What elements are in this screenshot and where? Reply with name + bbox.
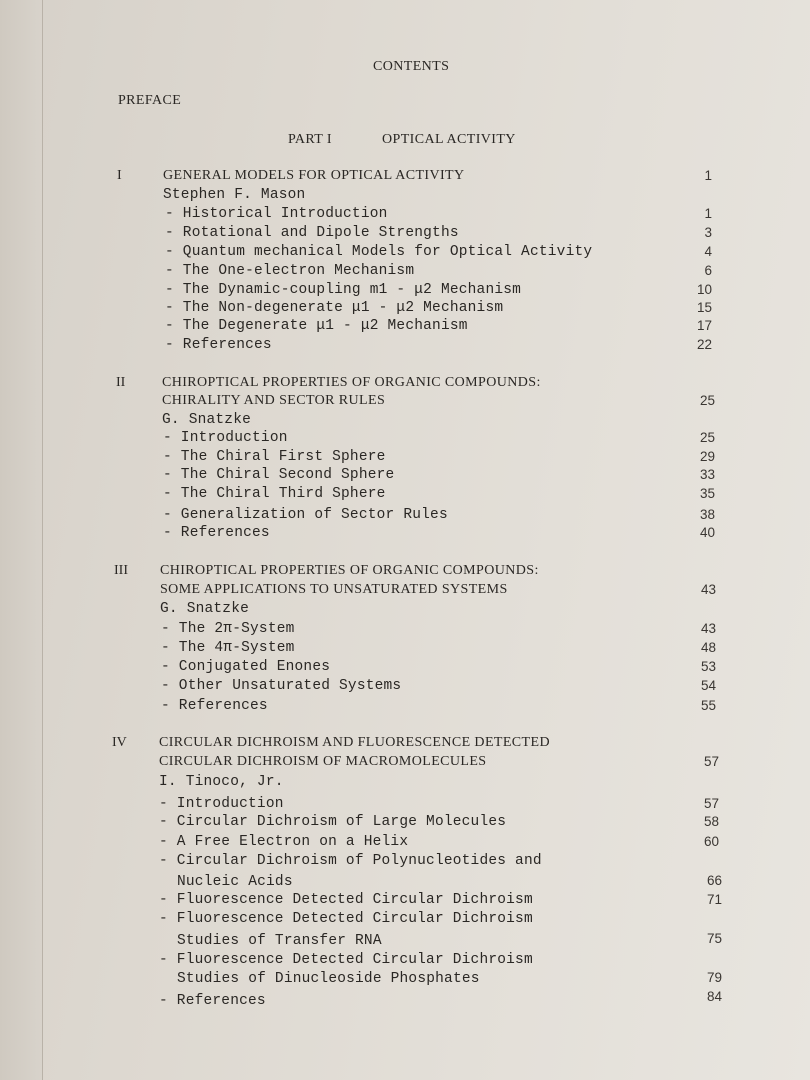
section-entry: - Generalization of Sector Rules [163, 507, 448, 523]
section-page: 10 [696, 282, 712, 297]
chapter-title: CIRCULAR DICHROISM AND FLUORESCENCE DETECTED [159, 735, 550, 750]
section-entry-continuation: Nucleic Acids [177, 874, 293, 890]
chapter-title: CIRCULAR DICHROISM OF MACROMOLECULES [159, 754, 487, 769]
section-entry: - Introduction [163, 430, 288, 446]
section-entry: - Historical Introduction [165, 206, 388, 222]
chapter-title: SOME APPLICATIONS TO UNSATURATED SYSTEMS [160, 582, 508, 597]
chapter-title: CHIROPTICAL PROPERTIES OF ORGANIC COMPOUNDS: [160, 563, 539, 578]
section-page: 75 [706, 931, 722, 946]
section-entry: - The One-electron Mechanism [165, 263, 415, 279]
section-entry: - Fluorescence Detected Circular Dichroism [159, 892, 533, 908]
chapter-page: 57 [703, 754, 719, 769]
chapter-numeral: I [117, 168, 122, 183]
section-page: 79 [706, 970, 722, 985]
section-entry: - Conjugated Enones [161, 659, 331, 675]
section-page: 29 [699, 449, 715, 464]
section-page: 55 [700, 698, 716, 713]
section-entry: - Circular Dichroism of Polynucleotides and [159, 853, 542, 869]
chapter-numeral: IV [112, 735, 127, 750]
section-entry: - References [163, 525, 270, 541]
section-page: 15 [696, 300, 712, 315]
chapter-title: CHIROPTICAL PROPERTIES OF ORGANIC COMPOUNDS: [162, 375, 541, 390]
section-entry: - A Free Electron on a Helix [159, 834, 409, 850]
section-page: 25 [699, 430, 715, 445]
chapter-page: 25 [699, 393, 715, 408]
section-entry: - The Chiral Third Sphere [163, 486, 386, 502]
section-page: 6 [704, 263, 712, 278]
preface-entry: PREFACE [118, 93, 182, 108]
section-page: 71 [706, 892, 722, 907]
chapter-title: CHIRALITY AND SECTOR RULES [162, 393, 386, 408]
section-page: 38 [699, 507, 715, 522]
section-page: 1 [704, 206, 712, 221]
chapter-page: 1 [704, 168, 712, 183]
section-entry: - References [165, 337, 272, 353]
section-page: 40 [699, 525, 715, 540]
section-entry: - Fluorescence Detected Circular Dichroism [159, 911, 533, 927]
section-entry-continuation: Studies of Transfer RNA [177, 933, 382, 949]
part-title: OPTICAL ACTIVITY [382, 132, 516, 147]
section-page: 33 [699, 467, 715, 482]
section-page: 57 [703, 796, 719, 811]
section-page: 84 [706, 989, 722, 1004]
section-page: 53 [700, 659, 716, 674]
section-page: 66 [706, 873, 722, 888]
section-entry: - Circular Dichroism of Large Molecules [159, 814, 507, 830]
section-entry: - The Chiral Second Sphere [163, 467, 395, 483]
chapter-author: Stephen F. Mason [163, 187, 306, 203]
section-page: 48 [700, 640, 716, 655]
section-entry-continuation: Studies of Dinucleoside Phosphates [177, 971, 480, 987]
section-entry: - References [161, 698, 268, 714]
section-entry: - References [159, 993, 266, 1009]
contents-heading: CONTENTS [373, 59, 450, 74]
section-page: 17 [696, 318, 712, 333]
section-page: 54 [700, 678, 716, 693]
chapter-numeral: II [116, 375, 126, 390]
page-spine-edge [0, 0, 43, 1080]
section-page: 60 [703, 834, 719, 849]
section-entry: - The Chiral First Sphere [163, 449, 386, 465]
section-entry: - Introduction [159, 796, 284, 812]
section-entry: - The 2π-System [161, 621, 295, 637]
section-entry: - The 4π-System [161, 640, 295, 656]
chapter-title: GENERAL MODELS FOR OPTICAL ACTIVITY [163, 168, 465, 183]
section-page: 22 [696, 337, 712, 352]
chapter-author: G. Snatzke [162, 412, 252, 428]
chapter-author: G. Snatzke [160, 601, 250, 617]
section-page: 4 [704, 244, 712, 259]
part-label: PART I [288, 132, 332, 147]
chapter-numeral: III [114, 563, 128, 578]
section-entry: - Rotational and Dipole Strengths [165, 225, 459, 241]
chapter-author: I. Tinoco, Jr. [159, 774, 284, 790]
section-entry: - The Degenerate μ1 - μ2 Mechanism [165, 318, 468, 334]
section-entry: - Other Unsaturated Systems [161, 678, 402, 694]
chapter-page: 43 [700, 582, 716, 597]
section-entry: - Quantum mechanical Models for Optical Activity [165, 244, 593, 260]
section-entry: - Fluorescence Detected Circular Dichroism [159, 952, 533, 968]
section-page: 35 [699, 486, 715, 501]
section-entry: - The Dynamic-coupling m1 - μ2 Mechanism [165, 282, 522, 298]
section-page: 43 [700, 621, 716, 636]
section-entry: - The Non-degenerate μ1 - μ2 Mechanism [165, 300, 504, 316]
section-page: 58 [703, 814, 719, 829]
section-page: 3 [704, 225, 712, 240]
